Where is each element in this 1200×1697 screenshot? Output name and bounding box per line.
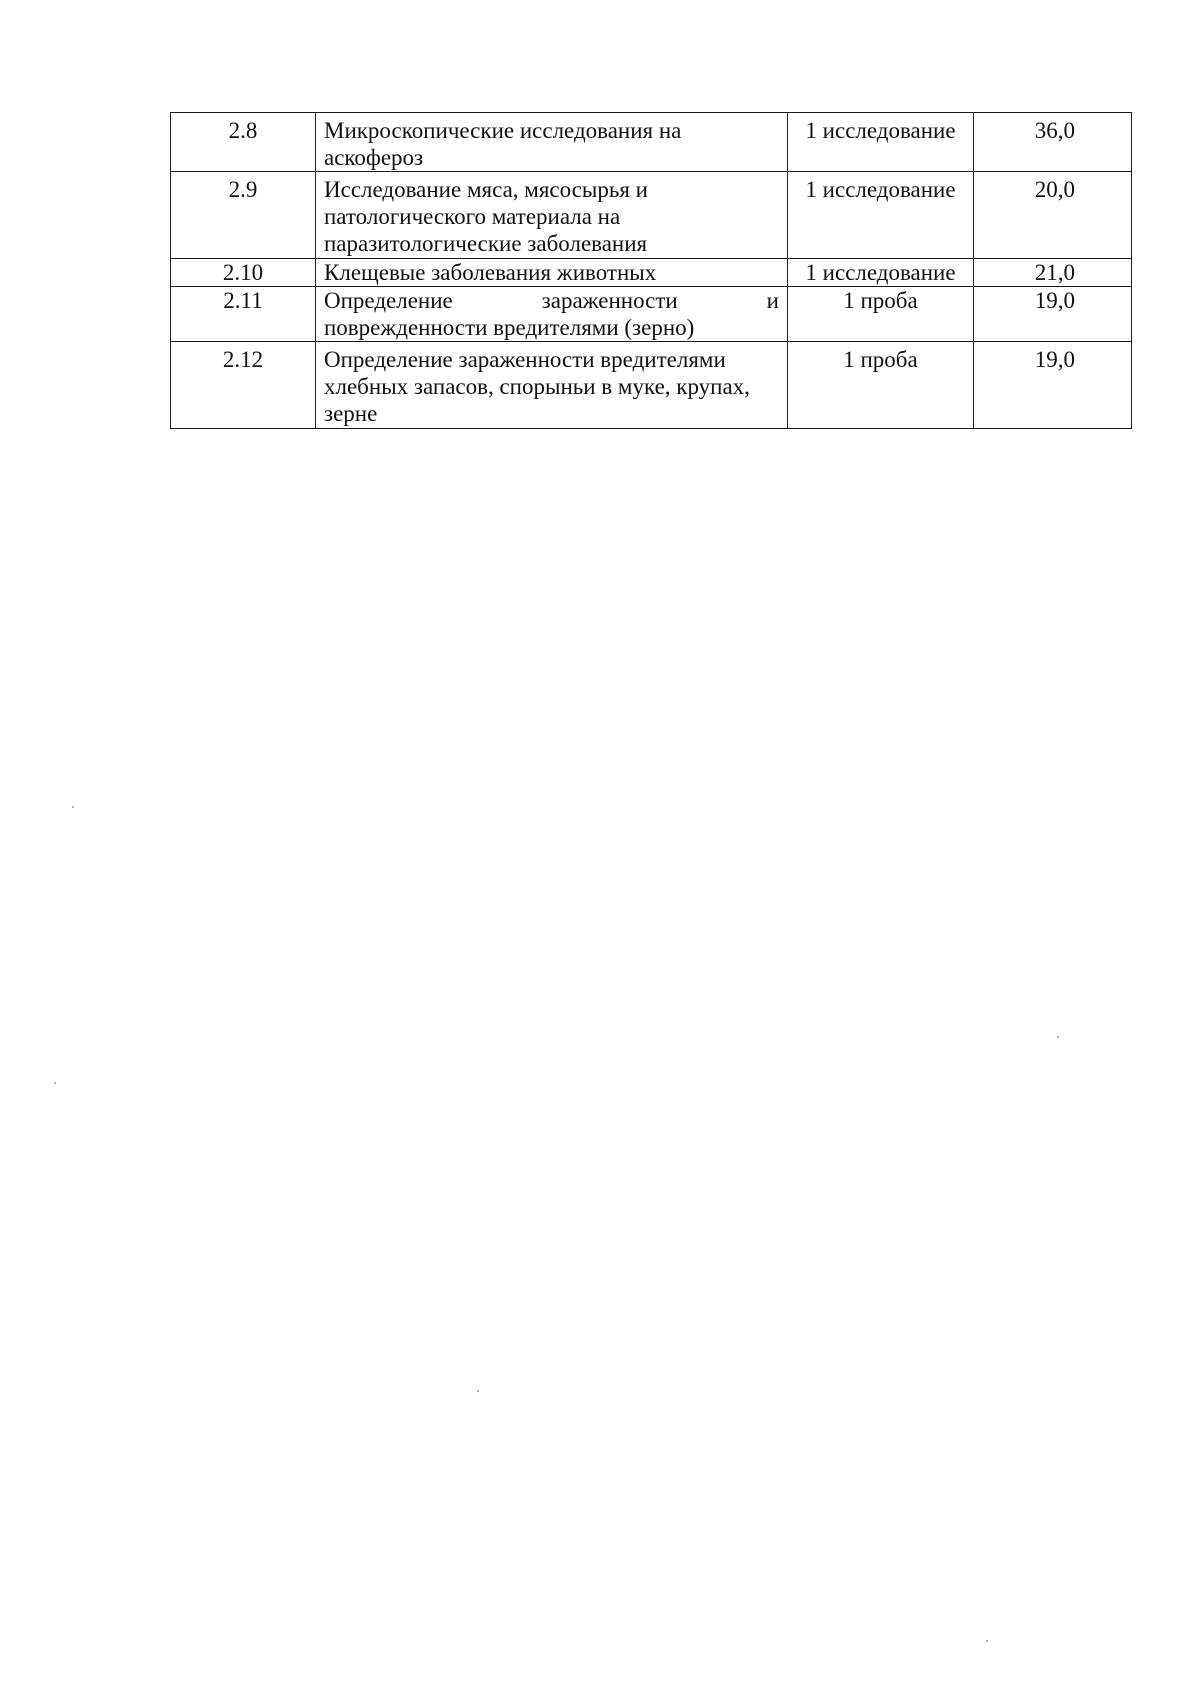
price-value: 21,0 [974, 259, 1132, 287]
scan-speck [54, 1082, 56, 1084]
scan-speck [72, 806, 74, 808]
measure-unit: 1 исследование [788, 172, 974, 259]
measure-unit: 1 проба [788, 287, 974, 342]
scan-speck [1057, 1036, 1059, 1038]
price-table [170, 112, 1132, 429]
price-value: 19,0 [974, 287, 1132, 342]
scan-speck [477, 1390, 479, 1392]
row-number: 2.10 [171, 259, 316, 287]
service-name: Клещевые заболевания животных [316, 259, 788, 287]
service-name: Исследование мяса, мясосырья и патологического материала на паразитологические заболевания [316, 172, 788, 259]
service-name: Определение зараженности вредителями хлебных запасов, спорыньи в муке, крупах, зерне [316, 342, 788, 429]
price-value: 19,0 [974, 342, 1132, 429]
row-number: 2.9 [171, 172, 316, 259]
service-name: Микроскопические исследования на аскофероз [316, 113, 788, 172]
row-number: 2.11 [171, 287, 316, 342]
measure-unit: 1 исследование [788, 113, 974, 172]
table-row [171, 113, 1132, 172]
row-number: 2.12 [171, 342, 316, 429]
scan-speck [986, 1640, 988, 1642]
row-number: 2.8 [171, 113, 316, 172]
table-row [171, 172, 1132, 259]
measure-unit: 1 проба [788, 342, 974, 429]
table-row [171, 259, 1132, 287]
table-row [171, 342, 1132, 429]
measure-unit: 1 исследование [788, 259, 974, 287]
price-value: 20,0 [974, 172, 1132, 259]
service-name: Определение зараженности и поврежденности вредителями (зерно) [316, 287, 788, 342]
price-value: 36,0 [974, 113, 1132, 172]
table-row [171, 287, 1132, 342]
